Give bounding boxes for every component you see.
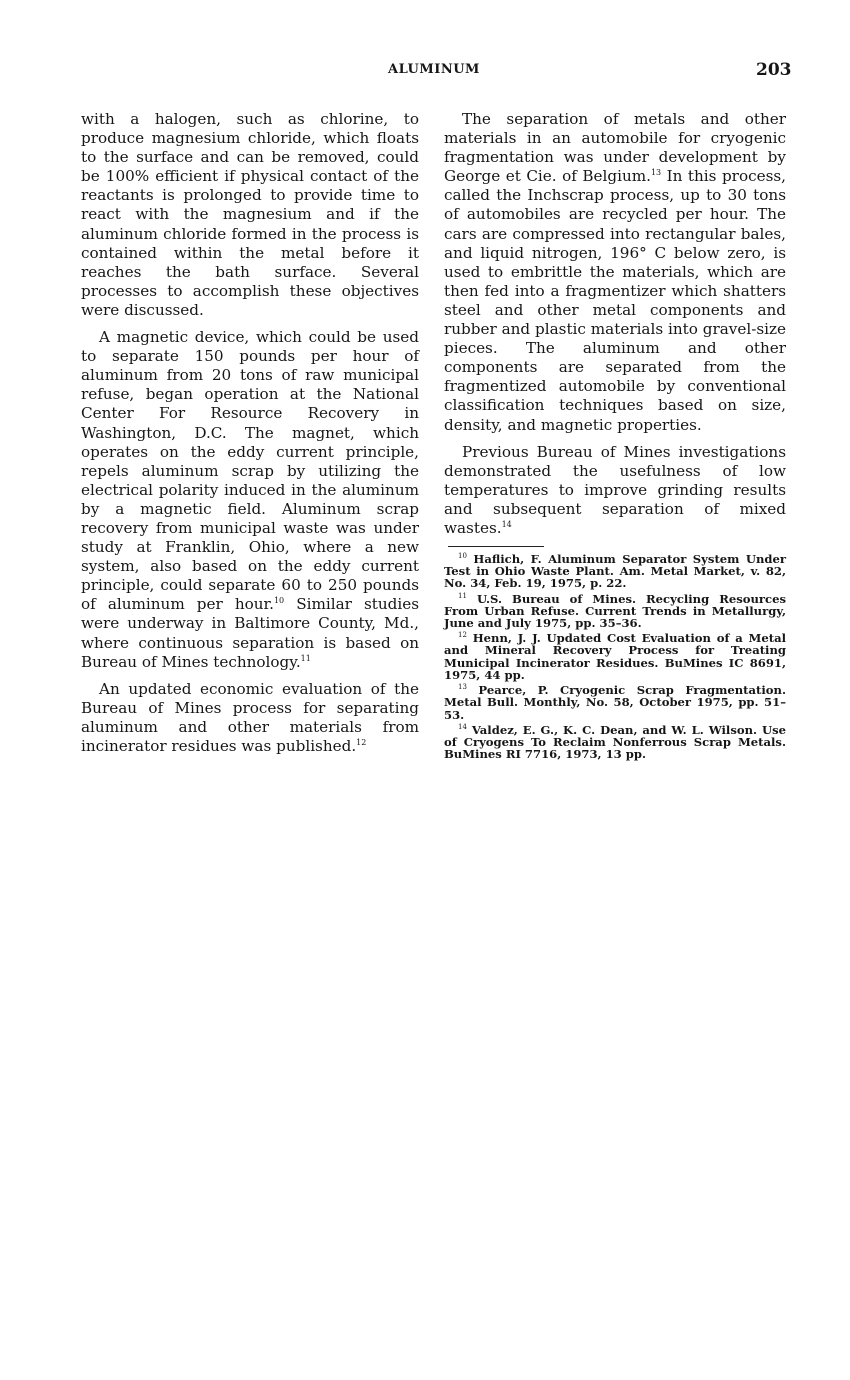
footnote: $^{13}$ Pearce, P. Cryogenic Scrap Fragmentation. Metal Bull. Monthly, No. 58, October 1975, pp. 51–53. — [444, 683, 786, 722]
paragraph: The separation of metals and other materials in an automobile for cryogenic fragmentation was under development by George et Cie. of Belgium.$^{13}$ In this process, called the Inchscrap process, up to 30 tons of automobiles are recycled per hour. The cars are compressed into rectangular bales, and liquid nitrogen, 196° C below zero, is used to embrittle the materials, which are then fed into a fragmentizer which shatters steel and other metal components and rubber and plastic materials into gravel-size pieces. The aluminum and other components are separated from the fragmentized automobile by conventional classification techniques based on size, density, and magnetic properties. — [444, 110, 786, 434]
left-column — [81, 110, 419, 764]
right-column — [444, 110, 786, 763]
footnote: $^{14}$ Valdez, E. G., K. C. Dean, and W. L. Wilson. Use of Cryogens To Reclaim Nonferrous Scrap Metals. BuMines RI 7716, 1973, 13 pp. — [444, 722, 786, 762]
footnote-ref[interactable]: 13 — [650, 168, 662, 178]
footnote-ref[interactable]: 10 — [273, 596, 285, 606]
page-header — [0, 62, 850, 86]
paragraph: A magnetic device, which could be used to separate 150 pounds per hour of aluminum from 20 tons of raw municipal refuse, began operation at the National Center For Resource Recovery in Washington, D.C. The magnet, which operates on the eddy current principle, repels aluminum scrap by utilizing the electrical polarity induced in the aluminum by a magnetic field. Aluminum scrap recovery from municipal waste was under study at Franklin, Ohio, where a new system, also based on the eddy current principle, could separate 60 to 250 pounds of aluminum per hour.$^{10}$ Similar studies were underway in Baltimore County, Md., where continuous separation is based on Bureau of Mines technology.$^{11}$ — [81, 328, 419, 671]
footnote: $^{12}$ Henn, J. J. Updated Cost Evaluation of a Metal and Mineral Recovery Process for Treating Municipal Incinerator Residues. BuMines IC 8691, 1975, 44 pp. — [444, 631, 786, 682]
footnotes — [444, 553, 786, 760]
footnote: $^{11}$ U.S. Bureau of Mines. Recycling Resources From Urban Refuse. Current Trends in Metallurgy, June and July 1975, pp. 35–36. — [444, 591, 786, 631]
page-number: 203 — [756, 60, 792, 80]
footnote-ref[interactable]: 14 — [501, 519, 512, 529]
footnote: $^{10}$ Haflich, F. Aluminum Separator System Under Test in Ohio Waste Plant. Am. Metal Market, v. 82, No. 34, Feb. 19, 1975, p. 22. — [444, 552, 786, 591]
footnote-ref[interactable]: 12 — [356, 737, 367, 747]
paragraph: with a halogen, such as chlorine, to produce magnesium chloride, which floats to the surface and can be removed, could be 100% efficient if physical contact of the reactants is prolonged to provide time to react with the magnesium and if the aluminum chloride formed in the process is contained within the metal before it reaches the bath surface. Several processes to accomplish these objectives were discussed. — [81, 110, 419, 319]
running-head: ALUMINUM — [388, 62, 480, 77]
footnote-divider — [448, 546, 544, 547]
paragraph: Previous Bureau of Mines investigations demonstrated the usefulness of low temperatures to improve grinding results and subsequent separation of mixed wastes.$^{14}$ — [444, 442, 786, 537]
footnote-ref[interactable]: 11 — [300, 653, 311, 663]
paragraph: An updated economic evaluation of the Bureau of Mines process for separating aluminum and other materials from incinerator residues was published.$^{12}$ — [81, 679, 419, 755]
